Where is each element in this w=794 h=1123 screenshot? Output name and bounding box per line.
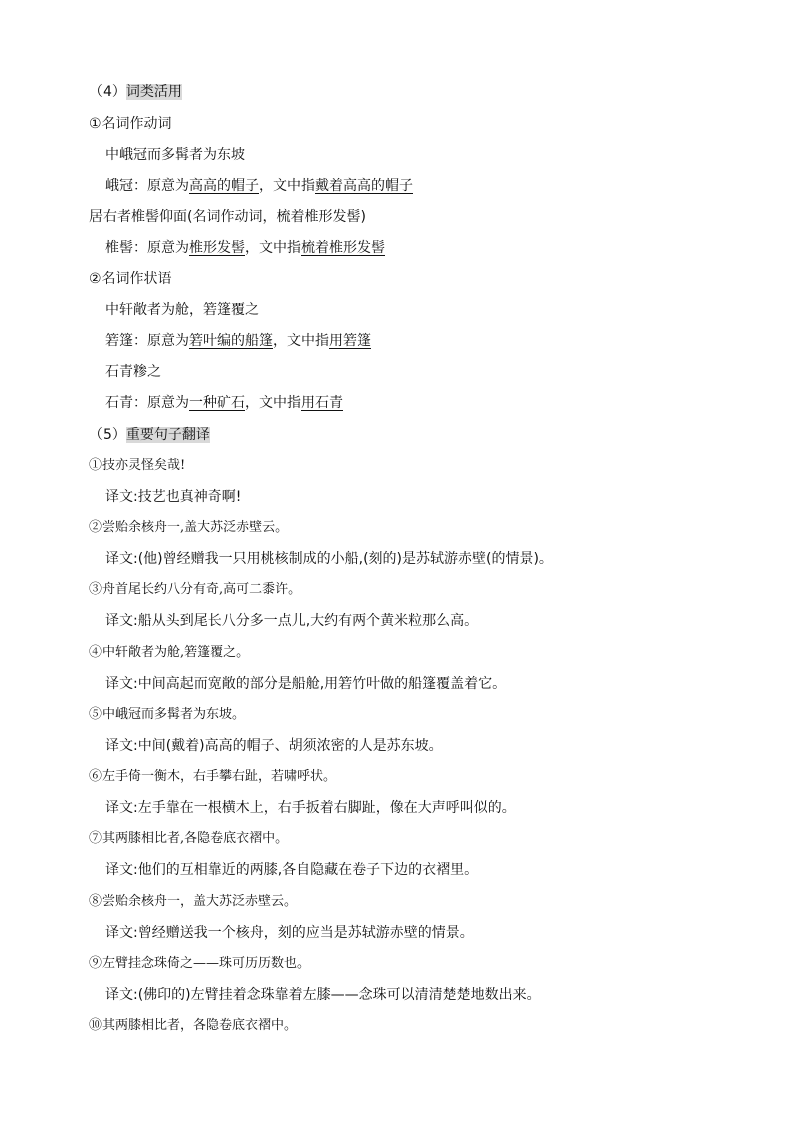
sentence-translation: 译文:(他)曾经赠我一只用桃核制成的小船,(刻的)是苏轼游赤壁(的情景)。 xyxy=(105,551,553,567)
sentence-source: ⑤中峨冠而多髯者为东坡。 xyxy=(89,707,246,722)
sentence-translation: 译文:曾经赠送我一个核舟，刻的应当是苏轼游赤壁的情景。 xyxy=(105,925,474,941)
context-meaning: 戴着高高的帽子 xyxy=(315,178,413,194)
sentence-translation: 译文:中间(戴着)高高的帽子、胡须浓密的人是苏东坡。 xyxy=(105,738,443,754)
sentence-source: ③舟首尾长约八分有奇,高可二黍许。 xyxy=(89,582,302,597)
sentence-source: ⑨左臂挂念珠倚之——珠可历历数也。 xyxy=(89,956,311,971)
sentence-translation: 译文:(佛印的)左臂挂着念珠靠着左膝——念珠可以清清楚楚地数出来。 xyxy=(105,987,541,1003)
sentence-source: ②尝贻余核舟一,盖大苏泛赤壁云。 xyxy=(89,520,289,535)
section5-prefix: （5） xyxy=(89,427,126,443)
sentence-source: ④中轩敞者为舱,箬篷覆之。 xyxy=(89,645,250,660)
sub1-heading: ①名词作动词 xyxy=(89,116,172,132)
sub2-note1: 箬篷：原意为箬叶编的船篷，文中指用箬篷 xyxy=(105,333,371,349)
sub1-note1: 峨冠：原意为高高的帽子，文中指戴着高高的帽子 xyxy=(105,178,413,194)
sentence-source: ⑥左手倚一衡木，右手攀右趾，若啸呼状。 xyxy=(89,769,337,784)
context-meaning: 梳着椎形发髻 xyxy=(301,240,385,256)
sub1-note2: 椎髻：原意为椎形发髻，文中指梳着椎形发髻 xyxy=(105,240,385,256)
context-meaning: 用箬篷 xyxy=(329,333,371,349)
context-meaning: 用石青 xyxy=(301,395,343,411)
section4-title: 词类活用 xyxy=(125,84,182,100)
sentence-source: ①技亦灵怪矣哉! xyxy=(89,458,186,473)
sentence-translation: 译文:中间高起而宽敞的部分是船舱,用箬竹叶做的船篷覆盖着它。 xyxy=(105,676,507,692)
sentence-translation: 译文:船从头到尾长八分多一点儿,大约有两个黄米粒那么高。 xyxy=(105,613,479,629)
sub2-example1: 中轩敞者为舱，箬篷覆之 xyxy=(105,302,259,318)
section5-title: 重要句子翻译 xyxy=(125,427,210,443)
sentence-translation: 译文:他们的互相靠近的两膝,各自隐藏在卷子下边的衣褶里。 xyxy=(105,862,479,878)
sub1-example2: 居右者椎髻仰面(名词作动词，梳着椎形发髻) xyxy=(89,209,366,225)
original-meaning: 高高的帽子 xyxy=(189,178,259,194)
original-meaning: 箬叶编的船篷 xyxy=(189,333,273,349)
section4-prefix: （4） xyxy=(89,84,126,100)
sentence-source: ⑧尝贻余核舟一，盖大苏泛赤壁云。 xyxy=(89,894,298,909)
sentence-source: ⑩其两膝相比者，各隐卷底衣褶中。 xyxy=(89,1018,298,1033)
section5-heading xyxy=(89,425,210,445)
original-meaning: 一种矿石 xyxy=(189,395,245,411)
sub1-example1: 中峨冠而多髯者为东坡 xyxy=(105,147,245,163)
sentence-translation: 译文:技艺也真神奇啊! xyxy=(105,489,242,505)
sub2-note2: 石青：原意为一种矿石，文中指用石青 xyxy=(105,395,343,411)
sub2-example2: 石青糁之 xyxy=(105,364,161,380)
section4-heading xyxy=(89,82,182,102)
sub2-heading: ②名词作状语 xyxy=(89,271,172,287)
original-meaning: 椎形发髻 xyxy=(189,240,245,256)
sentence-source: ⑦其两膝相比者,各隐卷底衣褶中。 xyxy=(89,831,289,846)
sentence-translation: 译文:左手靠在一根横木上，右手扳着右脚趾，像在大声呼叫似的。 xyxy=(105,800,516,816)
